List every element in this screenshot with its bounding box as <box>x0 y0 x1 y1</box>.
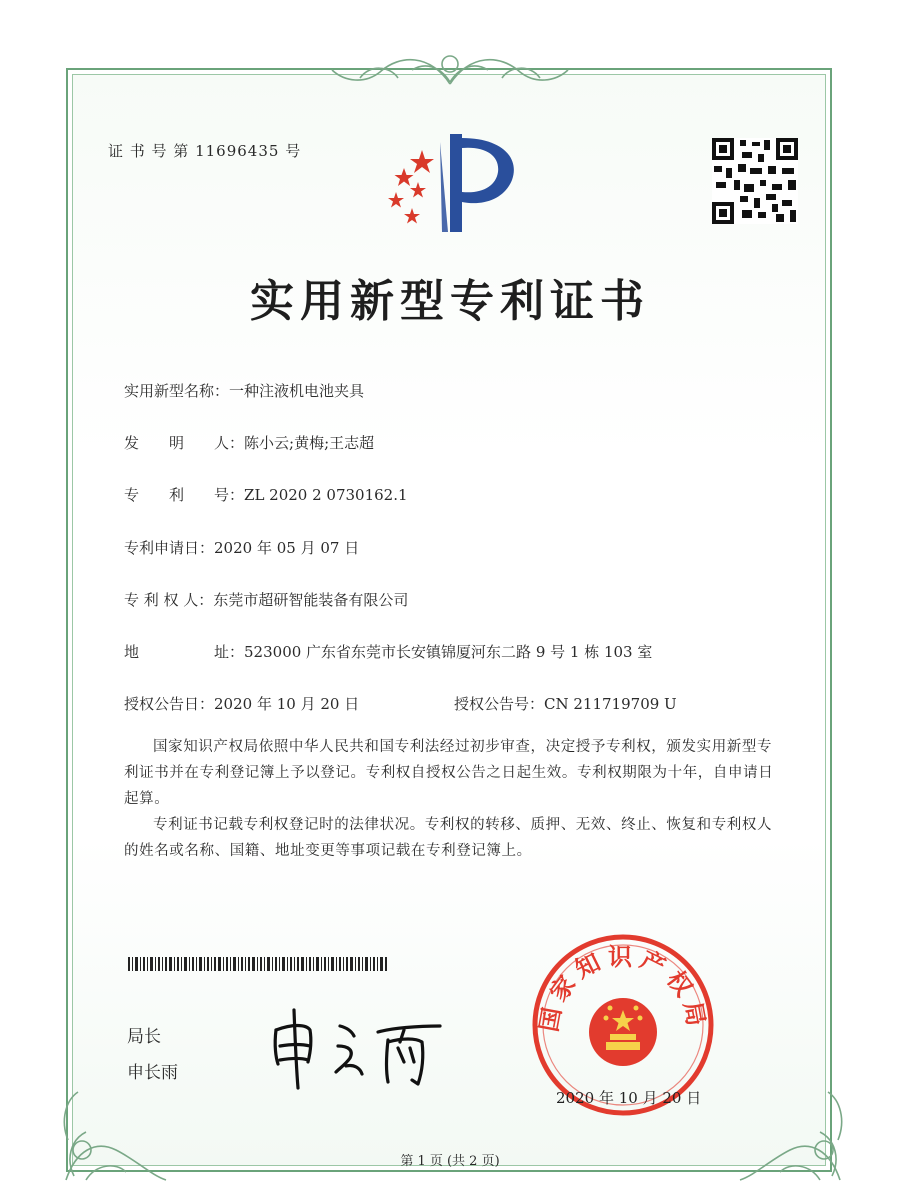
field-value: 523000 广东省东莞市长安镇锦厦河东二路 9 号 1 栋 103 室 <box>244 643 653 661</box>
bottom-left-ornament <box>56 1080 176 1190</box>
field-inventors <box>124 432 374 453</box>
field-value: 2020 年 05 月 07 日 <box>214 539 360 557</box>
field-label: 授权公告日： <box>124 695 215 713</box>
field-label: 专 利 号： <box>124 486 245 504</box>
field-value: 东莞市超研智能装备有限公司 <box>213 591 409 609</box>
field-patent-number <box>124 484 408 505</box>
field-value: 一种注液机电池夹具 <box>229 382 365 400</box>
field-label: 发 明 人： <box>124 434 245 452</box>
bottom-right-ornament <box>730 1080 850 1190</box>
field-grant-announcement-date <box>124 693 359 714</box>
field-label: 地 址： <box>124 643 245 661</box>
handwritten-signature <box>262 1002 462 1092</box>
field-label: 授权公告号： <box>454 695 545 713</box>
field-value: CN 211719709 U <box>544 695 677 713</box>
qr-code-icon <box>712 138 798 224</box>
signatory-name: 申长雨 <box>127 1063 178 1083</box>
barcode-icon <box>128 957 388 971</box>
legal-status-paragraph: 专利证书记载专利权登记时的法律状况。专利权的转移、质押、无效、终止、恢复和专利权人的姓名或名称、国籍、地址变更等事项记载在专利登记簿上。 <box>124 817 773 859</box>
field-application-date <box>124 537 359 558</box>
field-label: 专 利 权 人： <box>124 591 214 609</box>
field-patentee <box>124 589 408 610</box>
page-footer: 第 1 页 (共 2 页) <box>400 1154 500 1169</box>
field-value: ZL 2020 2 0730162.1 <box>244 486 408 504</box>
field-utility-model-name <box>124 380 364 401</box>
field-label: 专利申请日： <box>124 539 215 557</box>
top-ornament <box>320 44 580 94</box>
field-label: 实用新型名称： <box>124 382 230 400</box>
seal-date: 2020 年 10 月 20 日 <box>556 1089 702 1107</box>
field-value: 陈小云;黄梅;王志超 <box>244 434 375 452</box>
seal-text: 国家知识产权局 <box>534 943 712 1034</box>
patent-office-logo-icon <box>382 128 522 240</box>
certificate-title: 实用新型专利证书 <box>250 276 650 327</box>
signatory-title: 局长 <box>127 1027 161 1047</box>
field-value: 2020 年 10 月 20 日 <box>214 695 360 713</box>
field-address <box>124 641 652 662</box>
field-grant-announcement-number <box>454 693 677 714</box>
certificate-number: 证 书 号 第 11696435 号 <box>108 142 302 160</box>
decision-paragraph: 国家知识产权局依照中华人民共和国专利法经过初步审查，决定授予专利权，颁发实用新型专利证书并在专利登记簿上予以登记。专利权自授权公告之日起生效。专利权期限为十年，自申请日起算。 <box>124 739 774 807</box>
